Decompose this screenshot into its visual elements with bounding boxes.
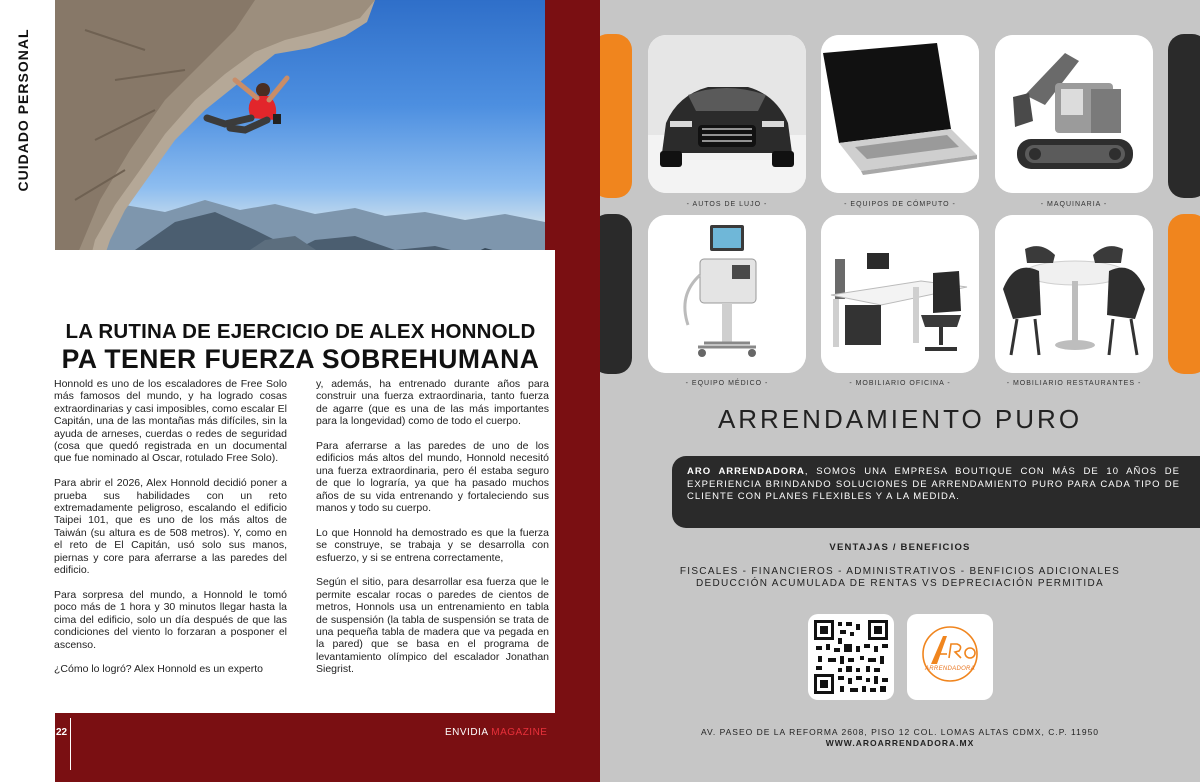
excavator-icon bbox=[995, 35, 1153, 193]
restaurant-table-icon bbox=[995, 215, 1153, 373]
side-pill-orange bbox=[600, 34, 632, 198]
article-column-2 bbox=[316, 378, 549, 688]
tile-caption: - MOBILIARIO OFICINA - bbox=[849, 380, 951, 387]
tile-caption: - AUTOS DE LUJO - bbox=[686, 201, 768, 208]
paragraph: Para abrir el 2026, Alex Honnold decidió poner a prueba sus habilidades con un reto extremadamente peligroso, escalando el edificio Taipei 101, que es uno de los más altos de Taiwán (su altura es de 508 metros). Y, como en el reto de El Capitán, usó solo sus manos, piernas y core para aferrarse a las paredes del edificio. bbox=[54, 477, 287, 577]
paragraph: Para sorpresa del mundo, a Honnold le tomó poco más de 1 hora y 30 minutos llegar hasta la cima del edificio, solo un día después de que las condiciones del viento lo forzaran a posponer el ascenso. bbox=[54, 588, 287, 651]
article-title-line2: PA TENER FUERZA SOBREHUMANA bbox=[61, 344, 540, 374]
magazine-name bbox=[445, 727, 547, 738]
tile-autos-de-lujo bbox=[648, 35, 806, 193]
car-icon bbox=[648, 35, 806, 193]
article-title-line1: LA RUTINA DE EJERCICIO DE ALEX HONNOLD bbox=[65, 320, 536, 343]
section-label: CUIDADO PERSONAL bbox=[15, 28, 31, 192]
magazine-name-main: ENVIDIA bbox=[445, 727, 488, 738]
article-card bbox=[46, 250, 555, 713]
side-pill-orange bbox=[1168, 214, 1200, 374]
tile-mobiliario-oficina bbox=[821, 215, 979, 373]
logo-word: ARRENDADORA bbox=[925, 666, 975, 672]
page-number: 22 bbox=[56, 727, 68, 738]
article-column-1 bbox=[54, 378, 287, 688]
paragraph: Lo que Honnold ha demostrado es que la fuerza se construye, se trabaja y se desarrolla con esfuerzo, y si se entrena correctamente, bbox=[316, 526, 549, 564]
paragraph: ¿Cómo lo logró? Alex Honnold es un experto bbox=[54, 663, 263, 676]
qr-code-icon bbox=[812, 618, 890, 696]
laptop-icon bbox=[821, 35, 979, 193]
paragraph: Para aferrarse a las paredes de uno de los edificios más altos del mundo, Honnold necesitó una fuerza extraordinaria, pero él estaba seguro de que lo lograría, ya que ha pasado muchos años de su vida entrenando y fortaleciendo sus manos y todo su cuerpo. bbox=[316, 440, 549, 515]
benefits-line-1: FISCALES - FINANCIEROS - ADMINISTRATIVOS - BENFICIOS ADICIONALES bbox=[679, 566, 1121, 577]
heading-arrendamiento-puro: ARRENDAMIENTO PURO bbox=[717, 404, 1083, 434]
paragraph: Según el sitio, para desarrollar esa fuerza que le permite escalar rocas o paredes de cientos de metros, Honnols usa un entrenamiento en tabla de suspensión (la tabla de suspensión se trata de una pequeña tabla de madera que va pegada en la pared) que se basa en el programa de levantamiento olímpico del escalador Jonathan Siegrist. bbox=[316, 576, 549, 676]
tile-caption: - EQUIPOS DE CÓMPUTO - bbox=[844, 201, 956, 208]
benefits-title: VENTAJAS / BENEFICIOS bbox=[829, 542, 971, 553]
right-page bbox=[600, 0, 1200, 782]
tile-maquinaria bbox=[995, 35, 1153, 193]
qr-code-tile[interactable] bbox=[808, 614, 894, 700]
aro-logo-icon bbox=[907, 614, 993, 700]
magazine-name-accent: MAGAZINE bbox=[491, 727, 548, 738]
tile-caption: - MAQUINARIA - bbox=[1040, 201, 1108, 208]
article-title bbox=[46, 320, 555, 374]
intro-box bbox=[672, 456, 1200, 528]
office-desk-icon bbox=[821, 215, 979, 373]
tile-equipos-de-computo bbox=[821, 35, 979, 193]
paragraph: y, además, ha entrenado durante años para construir una fuerza extraordinaria, tanto fuerza de agarre (que es una de las más importantes para la longevidad) como de todo el cuerpo. bbox=[316, 378, 549, 428]
website-link[interactable]: WWW.AROARRENDADORA.MX bbox=[825, 738, 975, 748]
intro-text: , SOMOS UNA EMPRESA BOUTIQUE CON MÁS DE 10 AÑOS DE EXPERIENCIA BRINDANDO SOLUCIONES DE ARRENDAMIENTO PURO PARA CADA TIPO DE CLIENTE CON PLANES FLEXIBLES Y A LA MEDIDA. bbox=[687, 466, 1180, 502]
aro-logo-tile bbox=[907, 614, 993, 700]
footer-divider bbox=[70, 718, 71, 770]
paragraph: Honnold es uno de los escaladores de Free Solo más famosos del mundo, y ha logrado cosas extraordinarias y casi imposibles, como escalar El Capitán, una de las montañas más difíciles, sin la ayuda de arneses, cuerdas o redes de seguridad (cosa que quedó registrada en un documental que fue nominado al Oscar, rotulado Free Solo). bbox=[54, 378, 287, 465]
tile-mobiliario-restaurantes bbox=[995, 215, 1153, 373]
intro-company-name: ARO ARRENDADORA bbox=[687, 466, 805, 477]
tile-equipo-medico bbox=[648, 215, 806, 373]
tile-caption: - MOBILIARIO RESTAURANTES - bbox=[1006, 380, 1142, 387]
address: AV. PASEO DE LA REFORMA 2608, PISO 12 COL. LOMAS ALTAS CDMX, C.P. 11950 bbox=[700, 727, 1100, 737]
side-pill-dark bbox=[600, 214, 632, 374]
side-pill-dark bbox=[1168, 34, 1200, 198]
medical-equipment-icon bbox=[648, 215, 806, 373]
tile-caption: - EQUIPO MÉDICO - bbox=[685, 380, 769, 387]
article-body bbox=[54, 378, 548, 708]
benefits-line-2: DEDUCCIÓN ACUMULADA DE RENTAS VS DEPRECIACIÓN PERMITIDA bbox=[695, 578, 1105, 589]
